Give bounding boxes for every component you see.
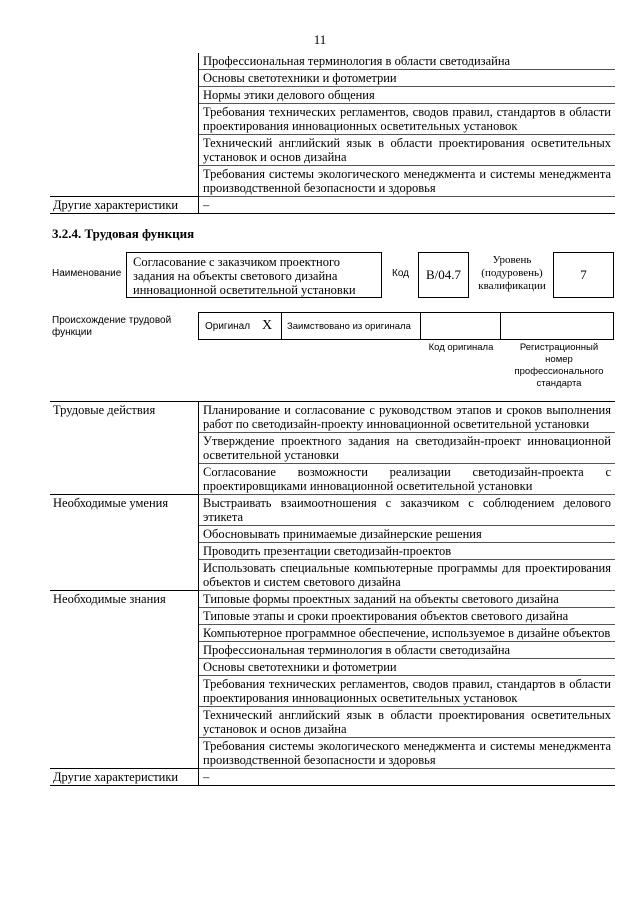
table-row: Планирование и согласование с руководством этапов и сроков выполнения работ по светодизайн-проекту инновационной осветительной установки: [199, 402, 616, 433]
label-cell: [50, 104, 199, 135]
other-characteristics-label: Другие характеристики: [50, 197, 199, 214]
row-label: Необходимые умения: [50, 495, 199, 526]
row-label: Необходимые знания: [50, 591, 199, 608]
page-number: 11: [313, 32, 327, 47]
table-row: Профессиональная терминология в области светодизайна: [199, 642, 616, 659]
function-name-value: Согласование с заказчиком проектного задания на объекты светового дизайна инновационной осветительной установки: [133, 255, 356, 297]
row-label: [50, 676, 199, 707]
label-cell: [50, 87, 199, 104]
table-row: Выстраивать взаимоотношения с заказчиком с соблюдением делового этикета: [199, 495, 616, 526]
table-row: Типовые формы проектных заданий на объекты светового дизайна: [199, 591, 616, 608]
row-label: [50, 642, 199, 659]
other-characteristics-value: –: [199, 769, 616, 786]
table-row: Типовые этапы и сроки проектирования объектов светового дизайна: [199, 608, 616, 625]
row-label: [50, 560, 199, 591]
code-label: Код: [392, 268, 410, 279]
name-label: Наименование: [52, 268, 122, 279]
row-label: [50, 707, 199, 738]
table-row: Технический английский язык в области проектирования осветительных установок и основ дизайна: [199, 135, 616, 166]
level-box: [553, 252, 614, 298]
row-label: [50, 526, 199, 543]
row-label: Трудовые действия: [50, 402, 199, 433]
table-row: Технический английский язык в области проектирования осветительных установок и основ дизайна: [199, 707, 616, 738]
table-row: Основы светотехники и фотометрии: [199, 659, 616, 676]
label-cell: [50, 135, 199, 166]
top-characteristics-table: [50, 53, 615, 214]
section-title: 3.2.4. Трудовая функция: [52, 226, 195, 241]
level-value: 7: [580, 267, 587, 282]
table-row: Компьютерное программное обеспечение, используемое в дизайне объектов: [199, 625, 616, 642]
label-cell: [50, 166, 199, 197]
row-label: [50, 464, 199, 495]
label-cell: [50, 53, 199, 70]
other-characteristics-label: Другие характеристики: [50, 769, 199, 786]
labor-function-table: [50, 401, 615, 786]
table-row: Требования системы экологического менеджмента и системы менеджмента производственной безопасности и здоровья: [199, 166, 616, 197]
table-row: Утверждение проектного задания на светодизайн-проект инновационной осветительной установки: [199, 433, 616, 464]
row-label: [50, 625, 199, 642]
other-characteristics-value: –: [199, 197, 616, 214]
function-name-box: [126, 252, 382, 298]
row-label: [50, 608, 199, 625]
table-row: Обосновывать принимаемые дизайнерские решения: [199, 526, 616, 543]
row-label: [50, 433, 199, 464]
borrowed-label: Заимствовано из оригинала: [287, 321, 411, 332]
original-mark: X: [262, 318, 273, 333]
reg-number-caption: Регистрационный номер профессионального стандарта: [514, 342, 604, 389]
divider: [281, 312, 282, 340]
table-row: Требования системы экологического менеджмента и системы менеджмента производственной безопасности и здоровья: [199, 738, 616, 769]
original-label: Оригинал: [205, 321, 251, 332]
level-label: Уровень (подуровень) квалификации: [478, 254, 546, 292]
row-label: [50, 738, 199, 769]
table-row: Профессиональная терминология в области светодизайна: [199, 53, 616, 70]
row-label: [50, 659, 199, 676]
row-label: [50, 543, 199, 560]
code-value: B/04.7: [425, 267, 462, 282]
table-row: Согласование возможности реализации светодизайн-проекта с проектировщиками инновационной осветительной установки: [199, 464, 616, 495]
code-original-caption: Код оригинала: [428, 342, 494, 353]
table-row: Требования технических регламентов, сводов правил, стандартов в области проектирования инновационных осветительных установок: [199, 676, 616, 707]
table-row: Нормы этики делового общения: [199, 87, 616, 104]
divider: [420, 312, 421, 340]
table-row: Требования технических регламентов, сводов правил, стандартов в области проектирования инновационных осветительных установок: [199, 104, 616, 135]
code-box: [418, 252, 469, 298]
table-row: Проводить презентации светодизайн-проектов: [199, 543, 616, 560]
label-cell: [50, 70, 199, 87]
table-row: Основы светотехники и фотометрии: [199, 70, 616, 87]
table-row: Использовать специальные компьютерные программы для проектирования объектов и систем светового дизайна: [199, 560, 616, 591]
divider: [500, 312, 501, 340]
origin-label: Происхождение трудовой функции: [52, 315, 172, 338]
